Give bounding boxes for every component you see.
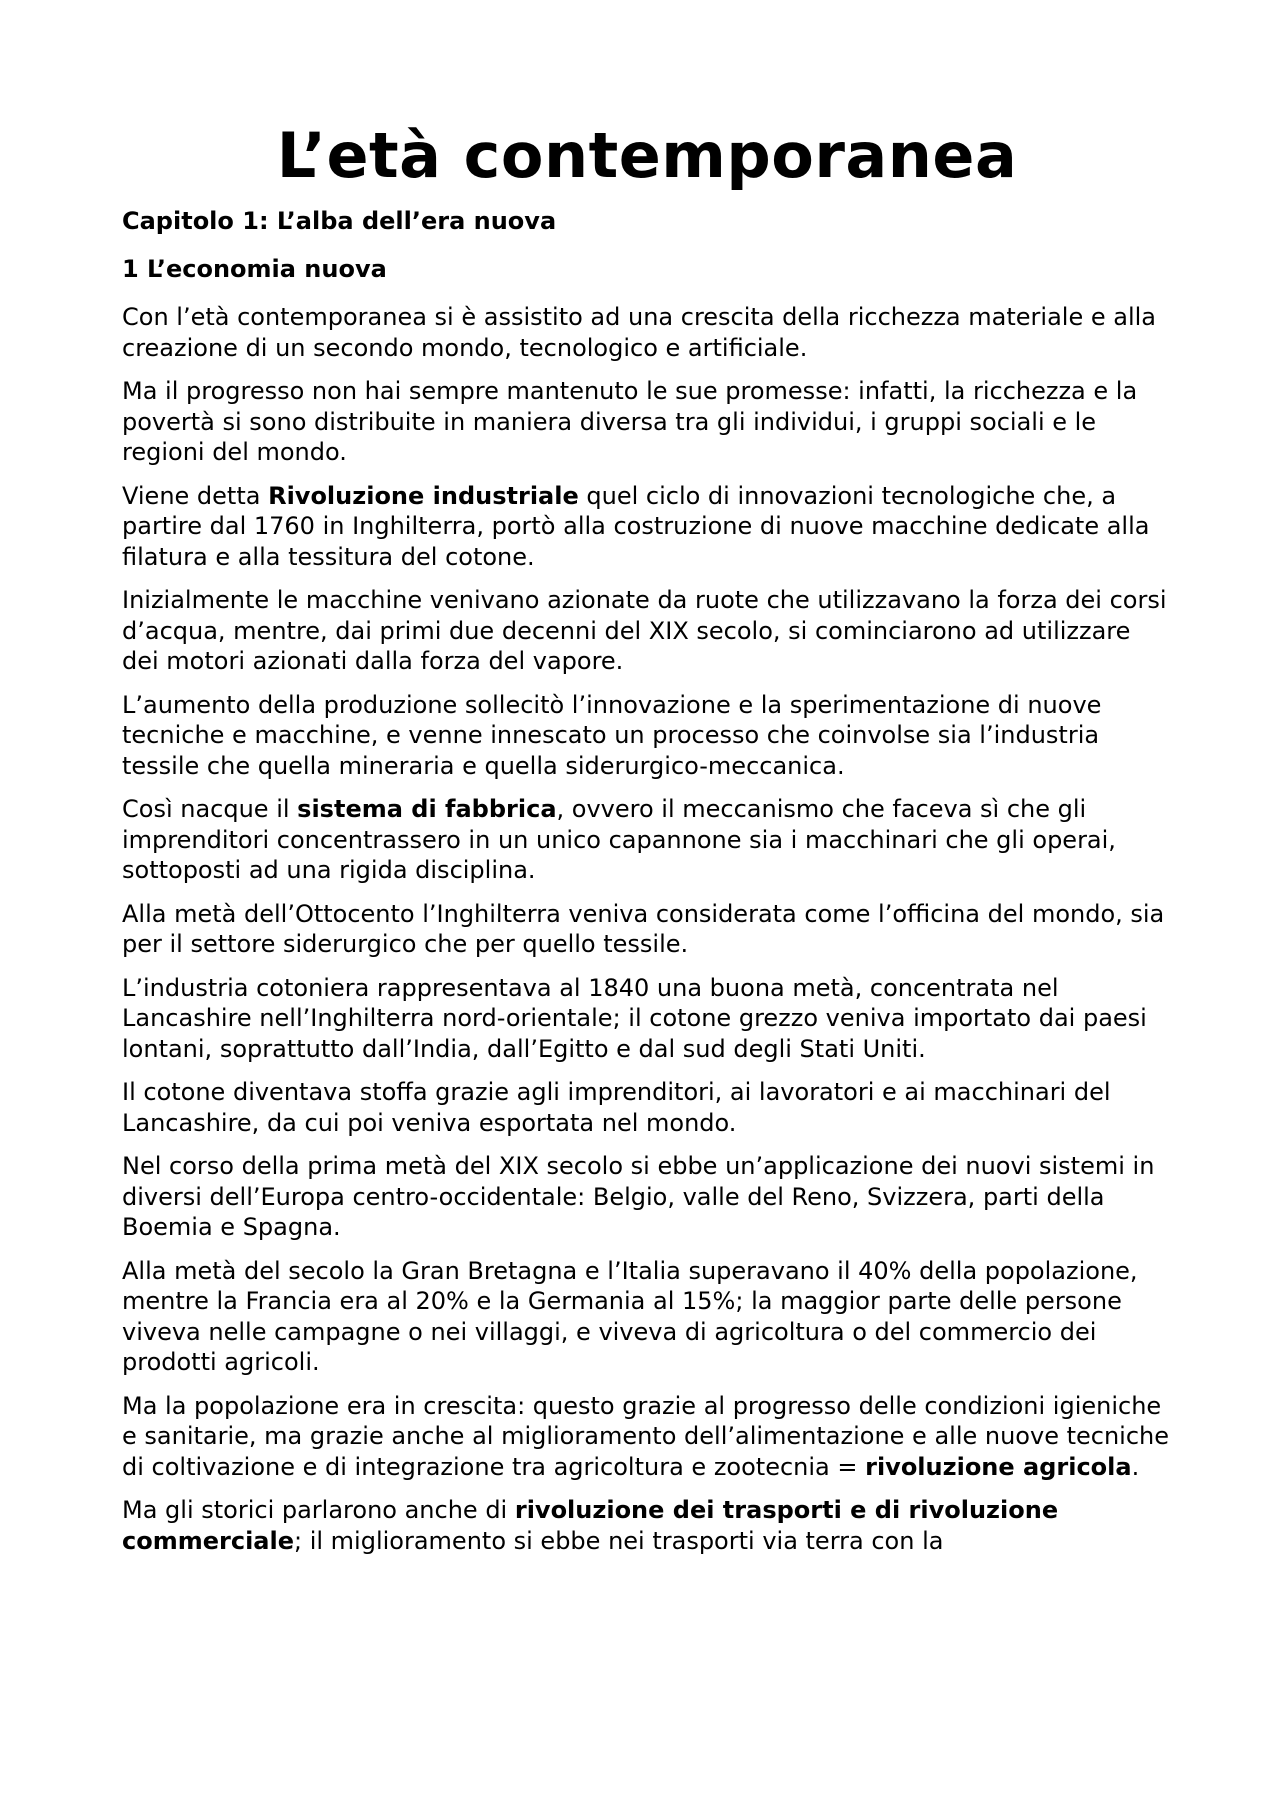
document-page: [122, 118, 1172, 1569]
paragraph-text: ; il miglioramento si ebbe nei trasporti via terra con la: [294, 1526, 944, 1555]
paragraph-text: Con l’età contemporanea si è assistito ad una crescita della ricchezza materiale e alla creazione di un secondo mondo, tecnologico e artificiale.: [122, 303, 1156, 362]
paragraph-text: Il cotone diventava stoffa grazie agli imprenditori, ai lavoratori e ai macchinari del Lancashire, da cui poi veniva esportata nel mondo.: [122, 1078, 1111, 1137]
bold-term: sistema di fabbrica: [297, 795, 557, 823]
paragraph-text: Alla metà dell’Ottocento l’Inghilterra veniva considerata come l’officina del mondo, sia per il settore siderurgico che per quello tessile.: [122, 899, 1165, 958]
paragraph-text: Nel corso della prima metà del XIX secolo si ebbe un’applicazione dei nuovi sistemi in diversi dell’Europa centro-occidentale: Belgio, valle del Reno, Svizzera, parti della Boemia e Spagna.: [122, 1152, 1155, 1241]
paragraph-text: .: [1131, 1452, 1140, 1481]
paragraph: [122, 1077, 1172, 1138]
paragraph-text: , ovvero il meccanismo che faceva sì che gli imprenditori concentrassero in un unico capannone sia i macchinari che gli operai, sottoposti ad una rigida disciplina.: [122, 795, 1116, 884]
document-title: L’età contemporanea: [276, 119, 1018, 192]
paragraph: [122, 1391, 1172, 1483]
paragraph: [122, 302, 1172, 363]
paragraph: [122, 481, 1172, 573]
body-text: [122, 302, 1172, 1556]
paragraph: [122, 585, 1172, 677]
paragraph-text: quel ciclo di innovazioni tecnologiche che, a partire dal 1760 in Inghilterra, portò alla costruzione di nuove macchine dedicate alla filatura e alla tessitura del cotone.: [122, 481, 1150, 571]
paragraph: [122, 1256, 1172, 1378]
paragraph-text: Ma il progresso non hai sempre mantenuto le sue promesse: infatti, la ricchezza e la povertà si sono distribuite in maniera diversa tra gli individui, i gruppi sociali e le regioni del mondo.: [122, 377, 1138, 466]
paragraph-text: Viene detta: [122, 481, 269, 510]
section-heading: 1 L’economia nuova: [122, 255, 387, 283]
paragraph-text: Inizialmente le macchine venivano azionate da ruote che utilizzavano la forza dei corsi d’acqua, mentre, dai primi due decenni del XIX secolo, si cominciarono ad utilizzare dei motori azionati dalla forza del vapore.: [122, 586, 1167, 675]
paragraph: [122, 1151, 1172, 1243]
paragraph-text: L’industria cotoniera rappresentava al 1840 una buona metà, concentrata nel Lancashire nell’Inghilterra nord-orientale; il cotone grezzo veniva importato dai paesi lontani, soprattutto dall’India, dall’Egitto e dal sud degli Stati Uniti.: [122, 973, 1147, 1063]
paragraph: [122, 1495, 1172, 1556]
paragraph: [122, 690, 1172, 782]
paragraph-text: Alla metà del secolo la Gran Bretagna e l’Italia superavano il 40% della popolazione, mentre la Francia era al 20% e la Germania al 15%; la maggior parte delle persone viveva nelle campagne o nei villaggi, e viveva di agricoltura o del commercio dei prodotti agricoli.: [122, 1256, 1138, 1376]
paragraph-text: Ma gli storici parlarono anche di: [122, 1496, 515, 1524]
paragraph: [122, 973, 1172, 1065]
paragraph: [122, 899, 1172, 960]
paragraph-text: Ma la popolazione era in crescita: questo grazie al progresso delle condizioni igieniche e sanitarie, ma grazie anche al miglioramento dell’alimentazione e alle nuove tecniche di coltivazione e di integrazione tra agricoltura e zootecnia =: [122, 1391, 1170, 1481]
bold-term: rivoluzione dei trasporti e di rivoluzione commerciale: [122, 1496, 1059, 1555]
paragraph: [122, 376, 1172, 468]
chapter-heading: Capitolo 1: L’alba dell’era nuova: [122, 207, 557, 235]
bold-term: Rivoluzione industriale: [268, 481, 579, 510]
paragraph-text: L’aumento della produzione sollecitò l’innovazione e la sperimentazione di nuove tecniche e macchine, e venne innescato un processo che coinvolse sia l’industria tessile che quella mineraria e quella siderurgico-meccanica.: [122, 690, 1102, 780]
bold-term: rivoluzione agricola: [865, 1452, 1132, 1481]
paragraph-text: Così nacque il: [122, 795, 298, 823]
paragraph: [122, 794, 1172, 886]
